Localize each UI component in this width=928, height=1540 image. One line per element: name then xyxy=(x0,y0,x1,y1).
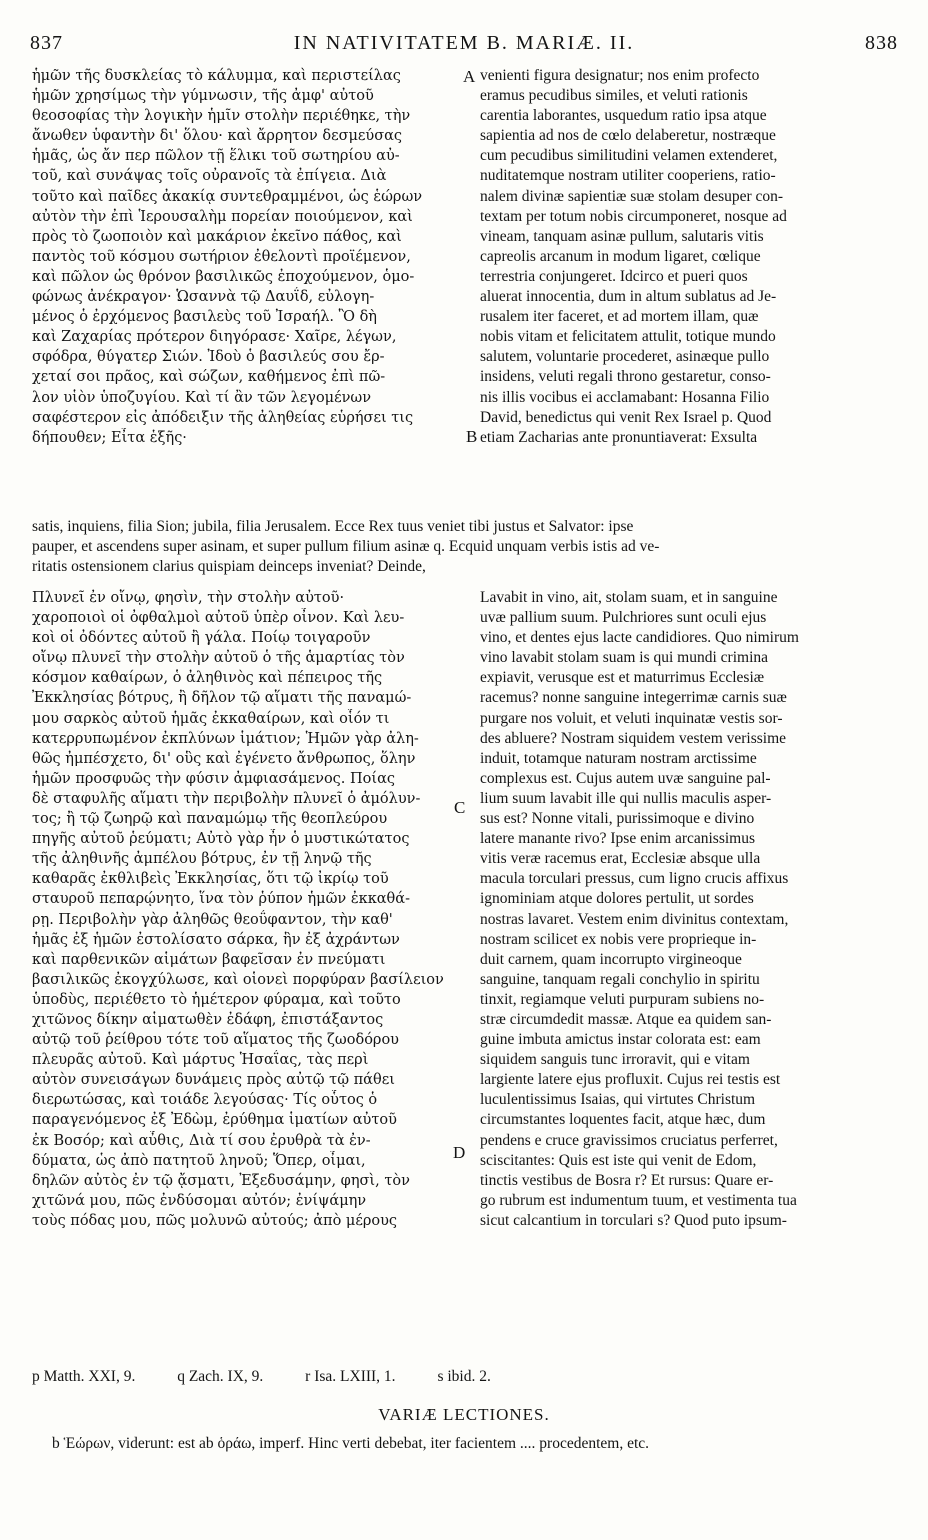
greek-text-line: θῶς ἠμπέσχετο, δι' οὓς καὶ ἐγένετο ἄνθρωπος, ὅλην xyxy=(32,750,416,767)
margin-marker-d: D xyxy=(453,1143,466,1162)
page-number-right: 838 xyxy=(865,32,898,54)
greek-text-line: ἡμᾶς, ὡς ἄν περ πῶλον τῇ ἕλικι τοῦ σωτηρίου αὐ- xyxy=(32,148,400,165)
greek-text-line: ἡμᾶς ἐξ ἡμῶν ἐστολίσατο σάρκα, ἣν ἐξ ἀχράντων xyxy=(32,931,400,948)
greek-text-line: λον υἱὸν ὑποζυγίου. Καὶ τί ἂν τῶν λεγομένων xyxy=(32,389,372,406)
latin-text-line: nuditatemque nostram utiliter cooperiens, ratio- xyxy=(480,167,776,185)
full-width-text-line: pauper, et ascendens super asinam, et super pullum filium asinæ q. Ecquid unquam verbis istis ad ve- xyxy=(32,538,660,556)
greek-text-line: κόσμον καθαίρων, ὁ ἀληθινὸς καὶ πέπειρος τῆς xyxy=(32,670,383,687)
greek-text-line: παντὸς τοῦ κόσμου σωτήριον ἐθελοντὶ προϊέμενον, xyxy=(32,248,411,265)
full-width-text-line: ritatis ostensionem clarius quispiam deinceps inveniat? Deinde, xyxy=(32,558,426,576)
latin-text-line: vino lavabit stolam suam is qui mundi crimina xyxy=(480,649,769,667)
latin-text-line: latere manante rivo? Ipse enim arcanissimus xyxy=(480,830,756,848)
latin-text-line: insidens, veluti regali throno gestaretur, conso- xyxy=(480,368,771,386)
greek-text-line: Πλυνεῖ ἐν οἴνῳ, φησὶν, τὴν στολὴν αὐτοῦ· xyxy=(32,590,345,606)
greek-text-line: ἄνωθεν ὑφαντὴν δι' ὅλου· καὶ ἄρρητον δεσμεύσας xyxy=(32,128,403,145)
latin-text-line: sus est? Nonne vitali, purissimoque e divino xyxy=(480,810,755,828)
latin-text-line: pendens e cruce gravissimos cruciatus perferret, xyxy=(480,1131,778,1149)
margin-marker-b: B xyxy=(466,427,478,446)
latin-text-line: nostras lavaret. Vestem enim divinitus contextam, xyxy=(480,910,789,928)
greek-text-line: αὐτῷ τοῦ ῥείθρου τότε τοῦ αἵματος τῆς ζωοδόρου xyxy=(32,1032,399,1049)
footnote-q: q Zach. IX, 9. xyxy=(177,1368,264,1385)
greek-text-line: θεοσοφίας τὴν λογικὴν ἡμῖν στολὴν περιέθηκε, τὴν xyxy=(32,108,411,125)
latin-text-line: nostram scilicet ex nobis vere proprieque in- xyxy=(480,930,757,948)
variae-lectiones-text: b Ἑώρων, viderunt: est ab ὁράω, imperf. Hinc verti debebat, iter facientem .... procedentem, etc. xyxy=(52,1435,650,1452)
footnotes xyxy=(32,1368,896,1386)
greek-text-line: σφόδρα, θύγατερ Σιών. Ἰδοὺ ὁ βασιλεύς σου ἔρ- xyxy=(32,349,385,366)
greek-text-line: ρῃ. Περιβολὴν γὰρ ἀληθῶς θεοΰφαντον, τὴν καθ' xyxy=(32,911,393,928)
greek-text-line: σαφέστερον εἰς ἀπόδειξιν τῆς ἀληθείας εὑρήσει τις xyxy=(32,409,414,426)
latin-text-line: racemus? nonne sanguine integerrimæ carnis suæ xyxy=(480,689,787,707)
latin-text-line: luculentissimus Isaias, qui virtutes Christum xyxy=(480,1091,756,1109)
greek-text-line: δύματα, ὡς ἀπὸ πατητοῦ ληνοῦ; Ὅπερ, οἶμαι, xyxy=(32,1152,366,1169)
greek-text-line: χεταί σοι πρᾶος, καὶ σώζων, καθήμενος ἐπὶ πῶ- xyxy=(32,369,386,386)
full-width-passage xyxy=(32,517,896,577)
greek-text-line: πλευρᾶς αὐτοῦ. Καὶ μάρτυς Ἡσαΐας, τὰς περὶ xyxy=(32,1052,369,1069)
greek-column-bottom xyxy=(32,588,460,1231)
footnote-s: s ibid. 2. xyxy=(437,1368,491,1385)
latin-text-line: stræ circumdedit massæ. Atque ea quidem san- xyxy=(480,1010,772,1028)
latin-text-line: uvæ pallium suum. Pulchriores sunt oculi ejus xyxy=(480,609,767,627)
latin-text-line: circumstantes loquentes facit, atque hæc, dum xyxy=(480,1111,766,1129)
greek-text-line: δήπουθεν; Εἶτα ἑξῆς· xyxy=(32,429,187,446)
latin-text-line: macula torculari pressus, cum ligno crucis affixus xyxy=(480,870,789,888)
greek-text-line: οἴνῳ πλυνεῖ τὴν στολὴν αὐτοῦ ὁ τῆς ἁμαρτίας τὸν xyxy=(32,650,405,667)
greek-text-line: ἡμῶν χρησίμως τὴν γύμνωσιν, τῆς ἀμφ' αὐτοῦ xyxy=(32,88,374,105)
greek-text-line: καὶ Ζαχαρίας πρότερον διηγόρασε· Χαῖρε, λέγων, xyxy=(32,329,397,346)
latin-text-line: complexus est. Cujus autem uvæ sanguine pal- xyxy=(480,769,771,787)
greek-text-line: διερωτώσας, καὶ τοιάδε λεγούσας· Τίς οὗτος ὁ xyxy=(32,1092,378,1109)
variae-lectiones-title: VARIÆ LECTIONES. xyxy=(378,1405,550,1424)
greek-text-line: τοῦ, καὶ συνάψας τοῖς οὐρανοῖς τὰ ἐπίγεια. Διὰ xyxy=(32,168,387,185)
greek-text-line: χιτῶνά μου, πῶς ἐνδύσομαι αὐτόν; ἐνίψάμην xyxy=(32,1192,367,1209)
latin-text-line: vino, et dentes ejus lacte candidiores. Quo nimirum xyxy=(480,629,799,647)
latin-text-line: go rubrum est indumentum tuum, et vestimenta tua xyxy=(480,1191,797,1209)
latin-text-line: terrestria conjungeret. Idcirco et pueri quos xyxy=(480,267,748,285)
latin-text-line: duit carnem, quam incorrupto virgineoque xyxy=(480,950,742,968)
greek-text-line: φώνως ἀνέκραγον· Ὡσαννὰ τῷ Δαυΐδ, εὐλογη- xyxy=(32,289,375,306)
greek-text-line: βασιλικῶς ἐκογχύλωσε, καὶ οἱονεὶ πορφύραν βασίλειον xyxy=(32,971,444,988)
greek-column-top xyxy=(32,66,460,448)
latin-text-line: textam per totum nobis circumponeret, nosque ad xyxy=(480,207,787,225)
greek-text-line: ἡμῶν προσφυῶς τὴν φύσιν ἀμφιασάμενος. Ποίας xyxy=(32,770,395,787)
latin-text-line: siquidem sanguis tunc irroravit, qui e vitam xyxy=(480,1051,750,1069)
footnote-p: p Matth. XXI, 9. xyxy=(32,1368,136,1385)
greek-text-line: τῆς ἀληθινῆς ἀμπέλου βότρυς, ἐν τῇ ληνῷ τῆς xyxy=(32,851,372,868)
latin-text-line: aluerat innocentia, dum in altum sublatus ad Je- xyxy=(480,288,777,306)
latin-text-line: largiente latere ejus profluxit. Cujus rei testis est xyxy=(480,1071,781,1089)
running-title: IN NATIVITATEM B. MARIÆ. II. xyxy=(293,32,635,54)
greek-text-line: πρὸς τὸ ζωοποιὸν καὶ μακάριον ἐκεῖνο πάθος, καὶ xyxy=(32,228,402,245)
latin-text-line: expiavit, verusque est et maturrimus Ecclesiæ xyxy=(480,669,765,687)
greek-text-line: δὲ σταφυλῆς αἵματι τὴν περιβολὴν πλυνεῖ ὁ ἀμόλυν- xyxy=(32,790,421,807)
latin-text-line: sanguine, tanquam regali conchylio in spiritu xyxy=(480,970,760,988)
latin-text-line: vineam, tanquam asinæ pullum, salutaris vitis xyxy=(480,227,764,245)
greek-text-line: Ἐκκλησίας βότρυς, ἢ δῆλον τῷ αἵματι τῆς παναμώ- xyxy=(32,690,412,707)
greek-text-line: σταυροῦ πεπαρῴνητο, ἵνα τὸν ῥύπον ἡμῶν ἐκκαθά- xyxy=(32,891,410,908)
greek-text-line: καὶ παρθενικῶν αἱμάτων βαφεῖσαν ἐν πνεύματι xyxy=(32,951,386,968)
greek-text-line: ὑποδὺς, περιέθετο τὸ ἡμέτερον φύραμα, καὶ τοῦτο xyxy=(32,991,401,1008)
greek-text-line: καθαρᾶς ἐκθλιβεὶς Ἐκκλησίας, ὅτι τῷ ἰκρίῳ τοῦ xyxy=(32,871,389,888)
latin-column-top xyxy=(480,66,896,448)
latin-text-line: des abluere? Nostram siquidem vestem verissime xyxy=(480,729,787,747)
latin-text-line: carentia laborantes, usquedum ratio ipsa atque xyxy=(480,107,767,125)
greek-text-line: αὐτὸν τὴν ἐπὶ Ἱερουσαλὴμ πορείαν ποιούμενον, καὶ xyxy=(32,208,413,225)
latin-text-line: sapientia ad nos de cœlo delaberetur, nostræque xyxy=(480,127,776,145)
greek-text-line: παραγενόμενος ἐξ Ἐδὼμ, ἐρύθημα ἱματίων αὐτοῦ xyxy=(32,1112,397,1129)
latin-text-line: sicut calcantium in torculari s? Quod puto ipsum- xyxy=(480,1211,787,1229)
latin-text-line: tinxit, regiamque veluti purpuram subiens no- xyxy=(480,990,765,1008)
greek-text-line: πηγῆς αὐτοῦ ῥεύματι; Αὐτὸ γὰρ ἦν ὁ μυστικώτατος xyxy=(32,831,410,848)
latin-text-line: capreolis arcanum in modum ligaret, cœlique xyxy=(480,247,761,265)
latin-text-line: nalem divinæ sapientiæ suæ stolam desuper con- xyxy=(480,187,784,205)
latin-text-line: tinctis vestibus de Bosra r? Et rursus: Quare er- xyxy=(480,1171,774,1189)
greek-text-line: μένος ὁ ἐρχόμενος βασιλεὺς τοῦ Ἰσραήλ. Ὃ δὴ xyxy=(32,309,377,326)
latin-text-line: rusalem iter faceret, et ad mortem illam, quæ xyxy=(480,308,759,326)
full-width-text-line: satis, inquiens, filia Sion; jubila, filia Jerusalem. Ecce Rex tuus veniet tibi justus et Salvator: ipse xyxy=(32,518,634,535)
latin-text-line: nobis vitam et felicitatem attulit, totique mundo xyxy=(480,328,776,346)
greek-text-line: χαροποιοὶ οἱ ὀφθαλμοὶ αὐτοῦ ὑπὲρ οἶνον. Καὶ λευ- xyxy=(32,610,405,627)
latin-text-line: nis illis vocibus ei acclamabant: Hosanna Filio xyxy=(480,388,770,406)
greek-text-line: κατερρυπωμένον ἐκπλύνων ἱμάτιον; Ἡμῶν γὰρ ἀλη- xyxy=(32,730,419,747)
latin-text-line: salutem, voluntarie procederet, asinæque pullo xyxy=(480,348,770,366)
latin-text-line: vitis veræ racemus erat, Ecclesiæ absque ulla xyxy=(480,850,761,868)
page-header xyxy=(30,32,898,60)
latin-text-line: induit, totamque naturam nostram arctissime xyxy=(480,749,757,767)
latin-text-line: Lavabit in vino, ait, stolam suam, et in sanguine xyxy=(480,589,778,606)
latin-text-line: ignominiam atque dolores pertulit, ut sordes xyxy=(480,890,754,908)
latin-text-line: David, benedictus qui venit Rex Israel p. Quod xyxy=(480,408,772,426)
latin-text-line: guine imbuta amictus instar colorata est: eam xyxy=(480,1031,761,1049)
page-number-left: 837 xyxy=(30,32,63,54)
greek-text-line: δηλῶν αὐτὸς ἐν τῷ ᾄσματι, Ἐξεδυσάμην, φησὶ, τὸν xyxy=(32,1172,410,1189)
latin-text-line: eramus pecudibus similes, et veluti rationis xyxy=(480,87,748,105)
greek-text-line: μου σαρκὸς αὐτοῦ ἡμᾶς ἐκκαθαίρων, καὶ οἷόν τι xyxy=(32,710,390,727)
greek-text-line: χιτῶνος δίκην αἱματωθὲν ἐδάφη, ἐπιστάξαντος xyxy=(32,1011,384,1028)
latin-text-line: venienti figura designatur; nos enim profecto xyxy=(480,67,760,84)
latin-text-line: purgare nos voluit, et veluti inquinatæ vestis sor- xyxy=(480,709,783,727)
latin-text-line: etiam Zacharias ante pronuntiaverat: Exsulta xyxy=(480,428,758,446)
latin-column-bottom xyxy=(480,588,896,1231)
margin-marker-a: A xyxy=(463,67,476,86)
greek-text-line: τος; ἢ τῷ ζωηρῷ καὶ παναμώμῳ τῆς θεοπλεύρου xyxy=(32,811,388,828)
latin-text-line: cum pecudibus similitudini velamen extenderet, xyxy=(480,147,778,165)
greek-text-line: ἐκ Βοσόρ; καὶ αὖθις, Διὰ τί σου ἐρυθρὰ τὰ ἐν- xyxy=(32,1132,371,1149)
margin-marker-c: C xyxy=(454,798,466,817)
footnote-r: r Isa. LXIII, 1. xyxy=(305,1368,396,1385)
latin-text-line: sciscitantes: Quis est iste qui venit de Edom, xyxy=(480,1151,757,1169)
greek-text-line: αὐτὸν συνεισάγων δυνάμεις πρὸς αὐτῷ τῷ πάθει xyxy=(32,1072,395,1089)
latin-text-line: lium suum lavabit ille qui nullis maculis asper- xyxy=(480,789,772,807)
greek-text-line: τοὺς πόδας μου, πῶς μολυνῶ αὐτούς; ἀπὸ μέρους xyxy=(32,1212,398,1229)
greek-text-line: ἡμῶν τῆς δυσκλείας τὸ κάλυμμα, καὶ περιστείλας xyxy=(32,68,401,84)
greek-text-line: κοὶ οἱ ὀδόντες αὐτοῦ ἢ γάλα. Ποίῳ τοιγαροῦν xyxy=(32,630,371,647)
greek-text-line: τοῦτο καὶ παῖδες ἀκακίᾳ συντεθραμμένοι, ὡς ἑώρων xyxy=(32,188,423,205)
greek-text-line: καὶ πῶλον ὡς θρόνον βασιλικῶς ἐποχούμενον, ὁμο- xyxy=(32,268,415,285)
